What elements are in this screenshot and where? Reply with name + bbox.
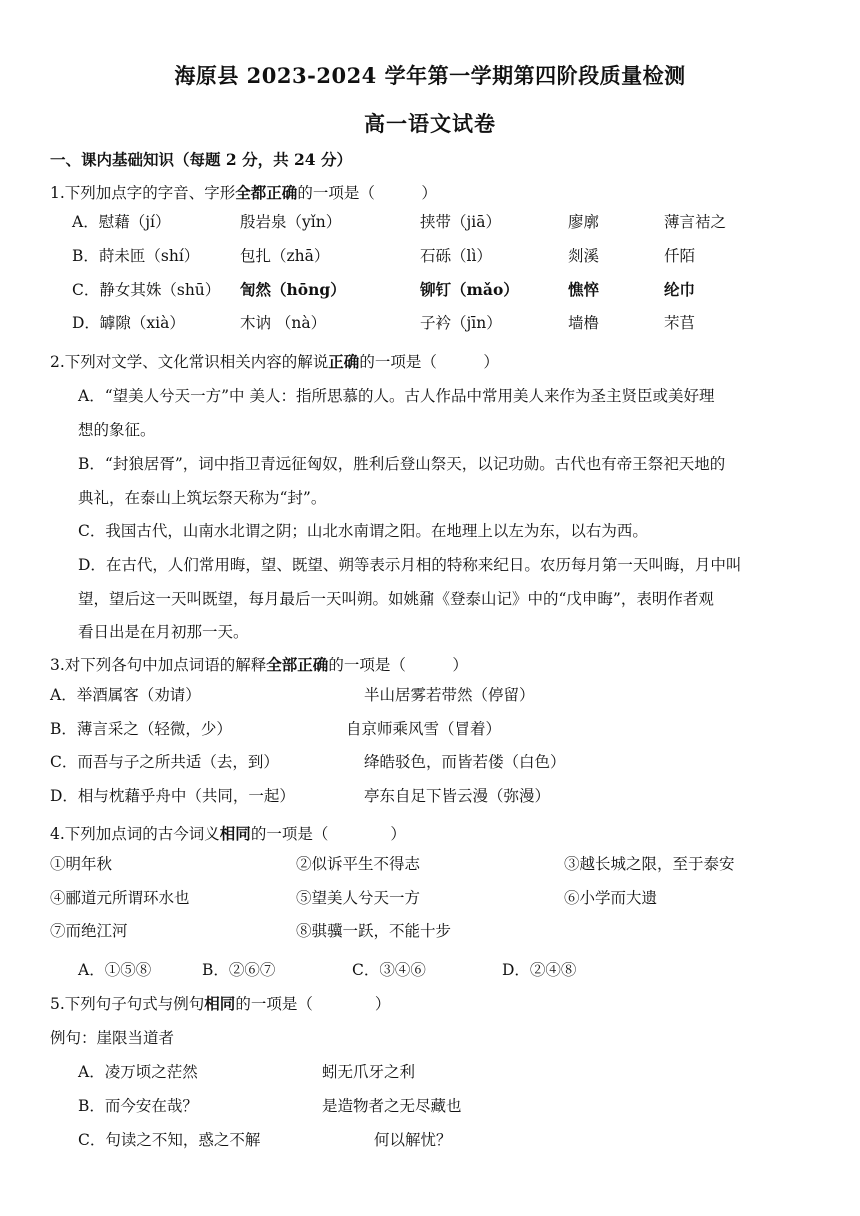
question-4-stem: 4.下列加点词的古今词义相同的一项是（ ） [50, 824, 406, 843]
question-1-stem: 1.下列加点字的字音、字形全都正确的一项是（ ） [50, 183, 437, 202]
question-1-option-cell: D．罅隙（xià） [72, 314, 185, 332]
question-5-example: 例句：崖限当道者 [50, 1029, 175, 1047]
question-1-option-cell: 訇然（hōng） [240, 280, 346, 299]
question-3-stem: 3.对下列各句中加点词语的解释全部正确的一项是（ ） [50, 655, 468, 674]
question-1-option-cell: 子衿（jīn） [420, 314, 502, 332]
question-4-item: ②似诉平生不得志 [296, 855, 421, 873]
question-5-option-cell: 何以解忧？ [374, 1131, 452, 1149]
question-1-option-cell: 挟带（jiā） [420, 213, 502, 231]
question-1-option-cell: 仟陌 [664, 247, 696, 265]
question-2-option-a: A．“望美人兮天一方”中 美人：指所思慕的人。古人作品中常用美人来作为圣主贤臣或美好理 [78, 387, 715, 405]
question-4-answer-option: A．①⑤⑧ [78, 961, 152, 979]
section-heading: 一、课内基础知识（每题 2 分，共 24 分） [50, 150, 352, 169]
question-3-option-cell: 半山居雾若带然（停留） [364, 686, 535, 704]
question-2-option-a-cont: 想的象征。 [78, 421, 156, 439]
question-2-option-b: B．“封狼居胥”，词中指卫青远征匈奴，胜利后登山祭天，以记功勋。古代也有帝王祭祀天地的 [78, 455, 726, 473]
question-1-option-cell: 廖廓 [568, 213, 600, 231]
question-4-answer-option: B．②⑥⑦ [202, 961, 276, 979]
question-3-option-cell: 绛皓驳色，而皆若偻（白色） [364, 753, 566, 771]
question-4-answer-option: C．③④⑥ [352, 961, 426, 979]
question-1-option-cell: 包扎（zhā） [240, 247, 330, 265]
question-1-option-cell: 木讷 （nà） [240, 314, 327, 332]
question-2-option-c: C．我国古代，山南水北谓之阴；山北水南谓之阳。在地理上以左为东，以右为西。 [78, 522, 648, 540]
question-1-option-cell: 薄言袺之 [664, 213, 727, 231]
question-1-option-cell: 墙橹 [568, 314, 600, 332]
question-2-option-d-cont2: 看日出是在月初那一天。 [78, 623, 249, 641]
question-3-option-cell: 自京师乘风雪（冒着） [346, 720, 502, 738]
question-1-option-cell: 剡溪 [568, 247, 600, 265]
question-2-option-b-cont: 典礼，在泰山上筑坛祭天称为“封”。 [78, 489, 327, 507]
question-4-item: ①明年秋 [50, 855, 113, 873]
question-1-option-cell: 铆钉（mǎo） [420, 280, 519, 299]
question-1-option-cell: 石砾（lì） [420, 247, 492, 265]
question-4-item: ③越长城之限，至于泰安 [564, 855, 735, 873]
question-3-option-cell: 亭东自足下皆云漫（弥漫） [364, 787, 551, 805]
exam-title: 海原县 2023-2024 学年第一学期第四阶段质量检测 [174, 63, 686, 88]
question-1-option-cell: 憔悴 [568, 280, 600, 299]
question-5-option-cell: 是造物者之无尽藏也 [322, 1097, 462, 1115]
question-1-option-cell: A．慰藉（jí） [72, 213, 171, 231]
question-1-option-cell: C．静女其姝（shū） [72, 281, 221, 299]
question-4-item: ⑤望美人兮天一方 [296, 889, 421, 907]
question-4-item: ⑦而绝江河 [50, 922, 128, 940]
question-2-option-d: D．在古代，人们常用晦，望、既望、朔等表示月相的特称来纪日。农历每月第一天叫晦，月中叫 [78, 556, 742, 574]
question-3-option-cell: B．薄言采之（轻微，少） [50, 720, 232, 738]
question-1-option-cell: B．莳未匝（shí） [72, 247, 200, 265]
question-4-item: ④郦道元所谓环水也 [50, 889, 190, 907]
question-2-stem: 2.下列对文学、文化常识相关内容的解说正确的一项是（ ） [50, 352, 499, 371]
question-5-stem: 5.下列句子句式与例句相同的一项是（ ） [50, 994, 391, 1013]
question-3-option-cell: C．而吾与子之所共适（去，到） [50, 753, 279, 771]
question-5-option-cell: A．凌万顷之茫然 [78, 1063, 198, 1081]
question-2-option-d-cont: 望，望后这一天叫既望，每月最后一天叫朔。如姚鼐《登泰山记》中的“戊申晦”，表明作者观 [78, 590, 714, 608]
question-1-option-cell: 纶巾 [664, 280, 696, 299]
question-1-option-cell: 殷岩泉（yǐn） [240, 213, 342, 231]
question-3-option-cell: A．举酒属客（劝请） [50, 686, 201, 704]
exam-subtitle: 高一语文试卷 [364, 111, 496, 136]
question-4-item: ⑥小学而大遗 [564, 889, 658, 907]
question-5-option-cell: B．而今安在哉？ [78, 1097, 198, 1115]
question-4-item: ⑧骐骥一跃，不能十步 [296, 922, 452, 940]
question-3-option-cell: D．相与枕藉乎舟中（共同，一起） [50, 787, 295, 805]
question-1-option-cell: 芣苢 [664, 314, 696, 332]
question-5-option-cell: 蚓无爪牙之利 [322, 1063, 416, 1081]
question-5-option-cell: C．句读之不知，惑之不解 [78, 1131, 261, 1149]
question-4-answer-option: D．②④⑧ [502, 961, 577, 979]
